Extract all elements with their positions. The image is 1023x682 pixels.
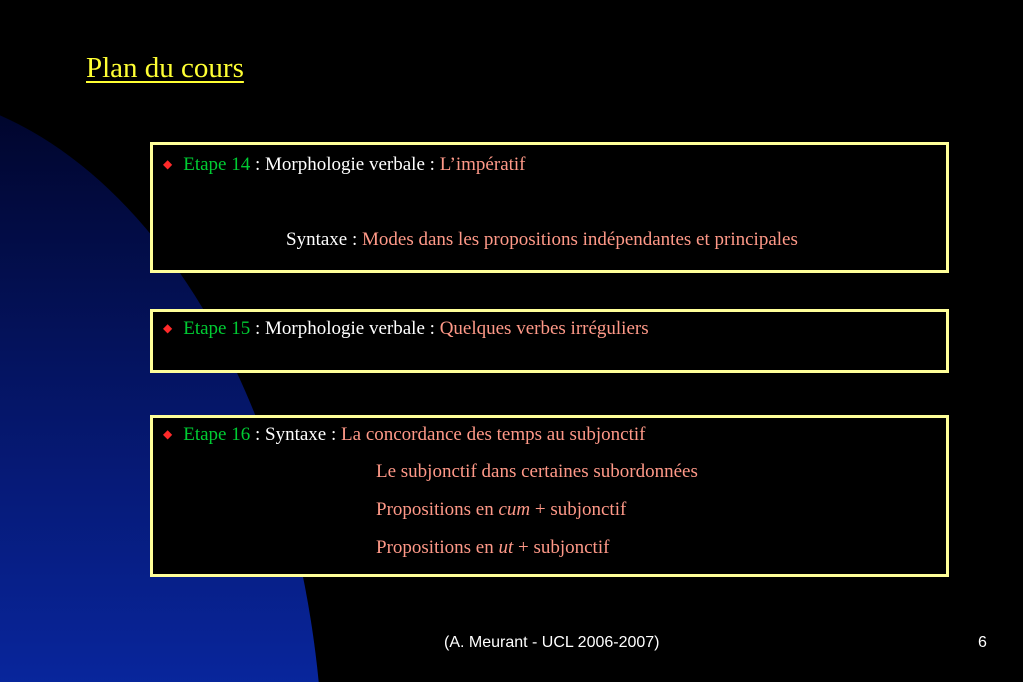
diamond-bullet-icon: ◆	[163, 321, 173, 335]
step-category: Syntaxe	[265, 424, 327, 445]
step-14-line-2: Syntaxe : Modes dans les propositions indépendantes et principales	[286, 229, 798, 250]
step-topic: Le subjonctif dans certaines subordonnées	[376, 461, 698, 482]
step-16-line-4: Propositions en ut + subjonctif	[376, 537, 610, 558]
step-topic: La concordance des temps au subjonctif	[341, 424, 646, 445]
footer-credit: (A. Meurant - UCL 2006-2007)	[444, 634, 660, 651]
latin-term: cum	[498, 499, 531, 520]
step-label: Etape 15	[183, 318, 251, 339]
slide-title: Plan du cours	[86, 52, 244, 84]
step-category: Morphologie verbale	[265, 318, 425, 339]
diamond-bullet-icon: ◆	[163, 157, 173, 171]
step-label: Etape 16	[183, 424, 251, 445]
step-category: Morphologie verbale	[265, 154, 425, 175]
step-14-line-1: ◆ Etape 14 : Morphologie verbale : L’impératif	[163, 154, 526, 175]
step-topic: L’impératif	[439, 154, 526, 175]
step-15-line-1: ◆ Etape 15 : Morphologie verbale : Quelques verbes irréguliers	[163, 318, 649, 339]
latin-term: ut	[498, 537, 514, 558]
diamond-bullet-icon: ◆	[163, 427, 173, 441]
page-number: 6	[978, 634, 987, 651]
step-label: Etape 14	[183, 154, 251, 175]
step-16-line-1: ◆ Etape 16 : Syntaxe : La concordance des temps au subjonctif	[163, 424, 646, 445]
step-topic: Quelques verbes irréguliers	[439, 318, 649, 339]
step-16-line-2	[376, 461, 698, 483]
step-16-line-3: Propositions en cum + subjonctif	[376, 499, 627, 520]
step-category: Syntaxe	[286, 229, 348, 250]
step-topic: Modes dans les propositions indépendantes et principales	[362, 229, 798, 250]
